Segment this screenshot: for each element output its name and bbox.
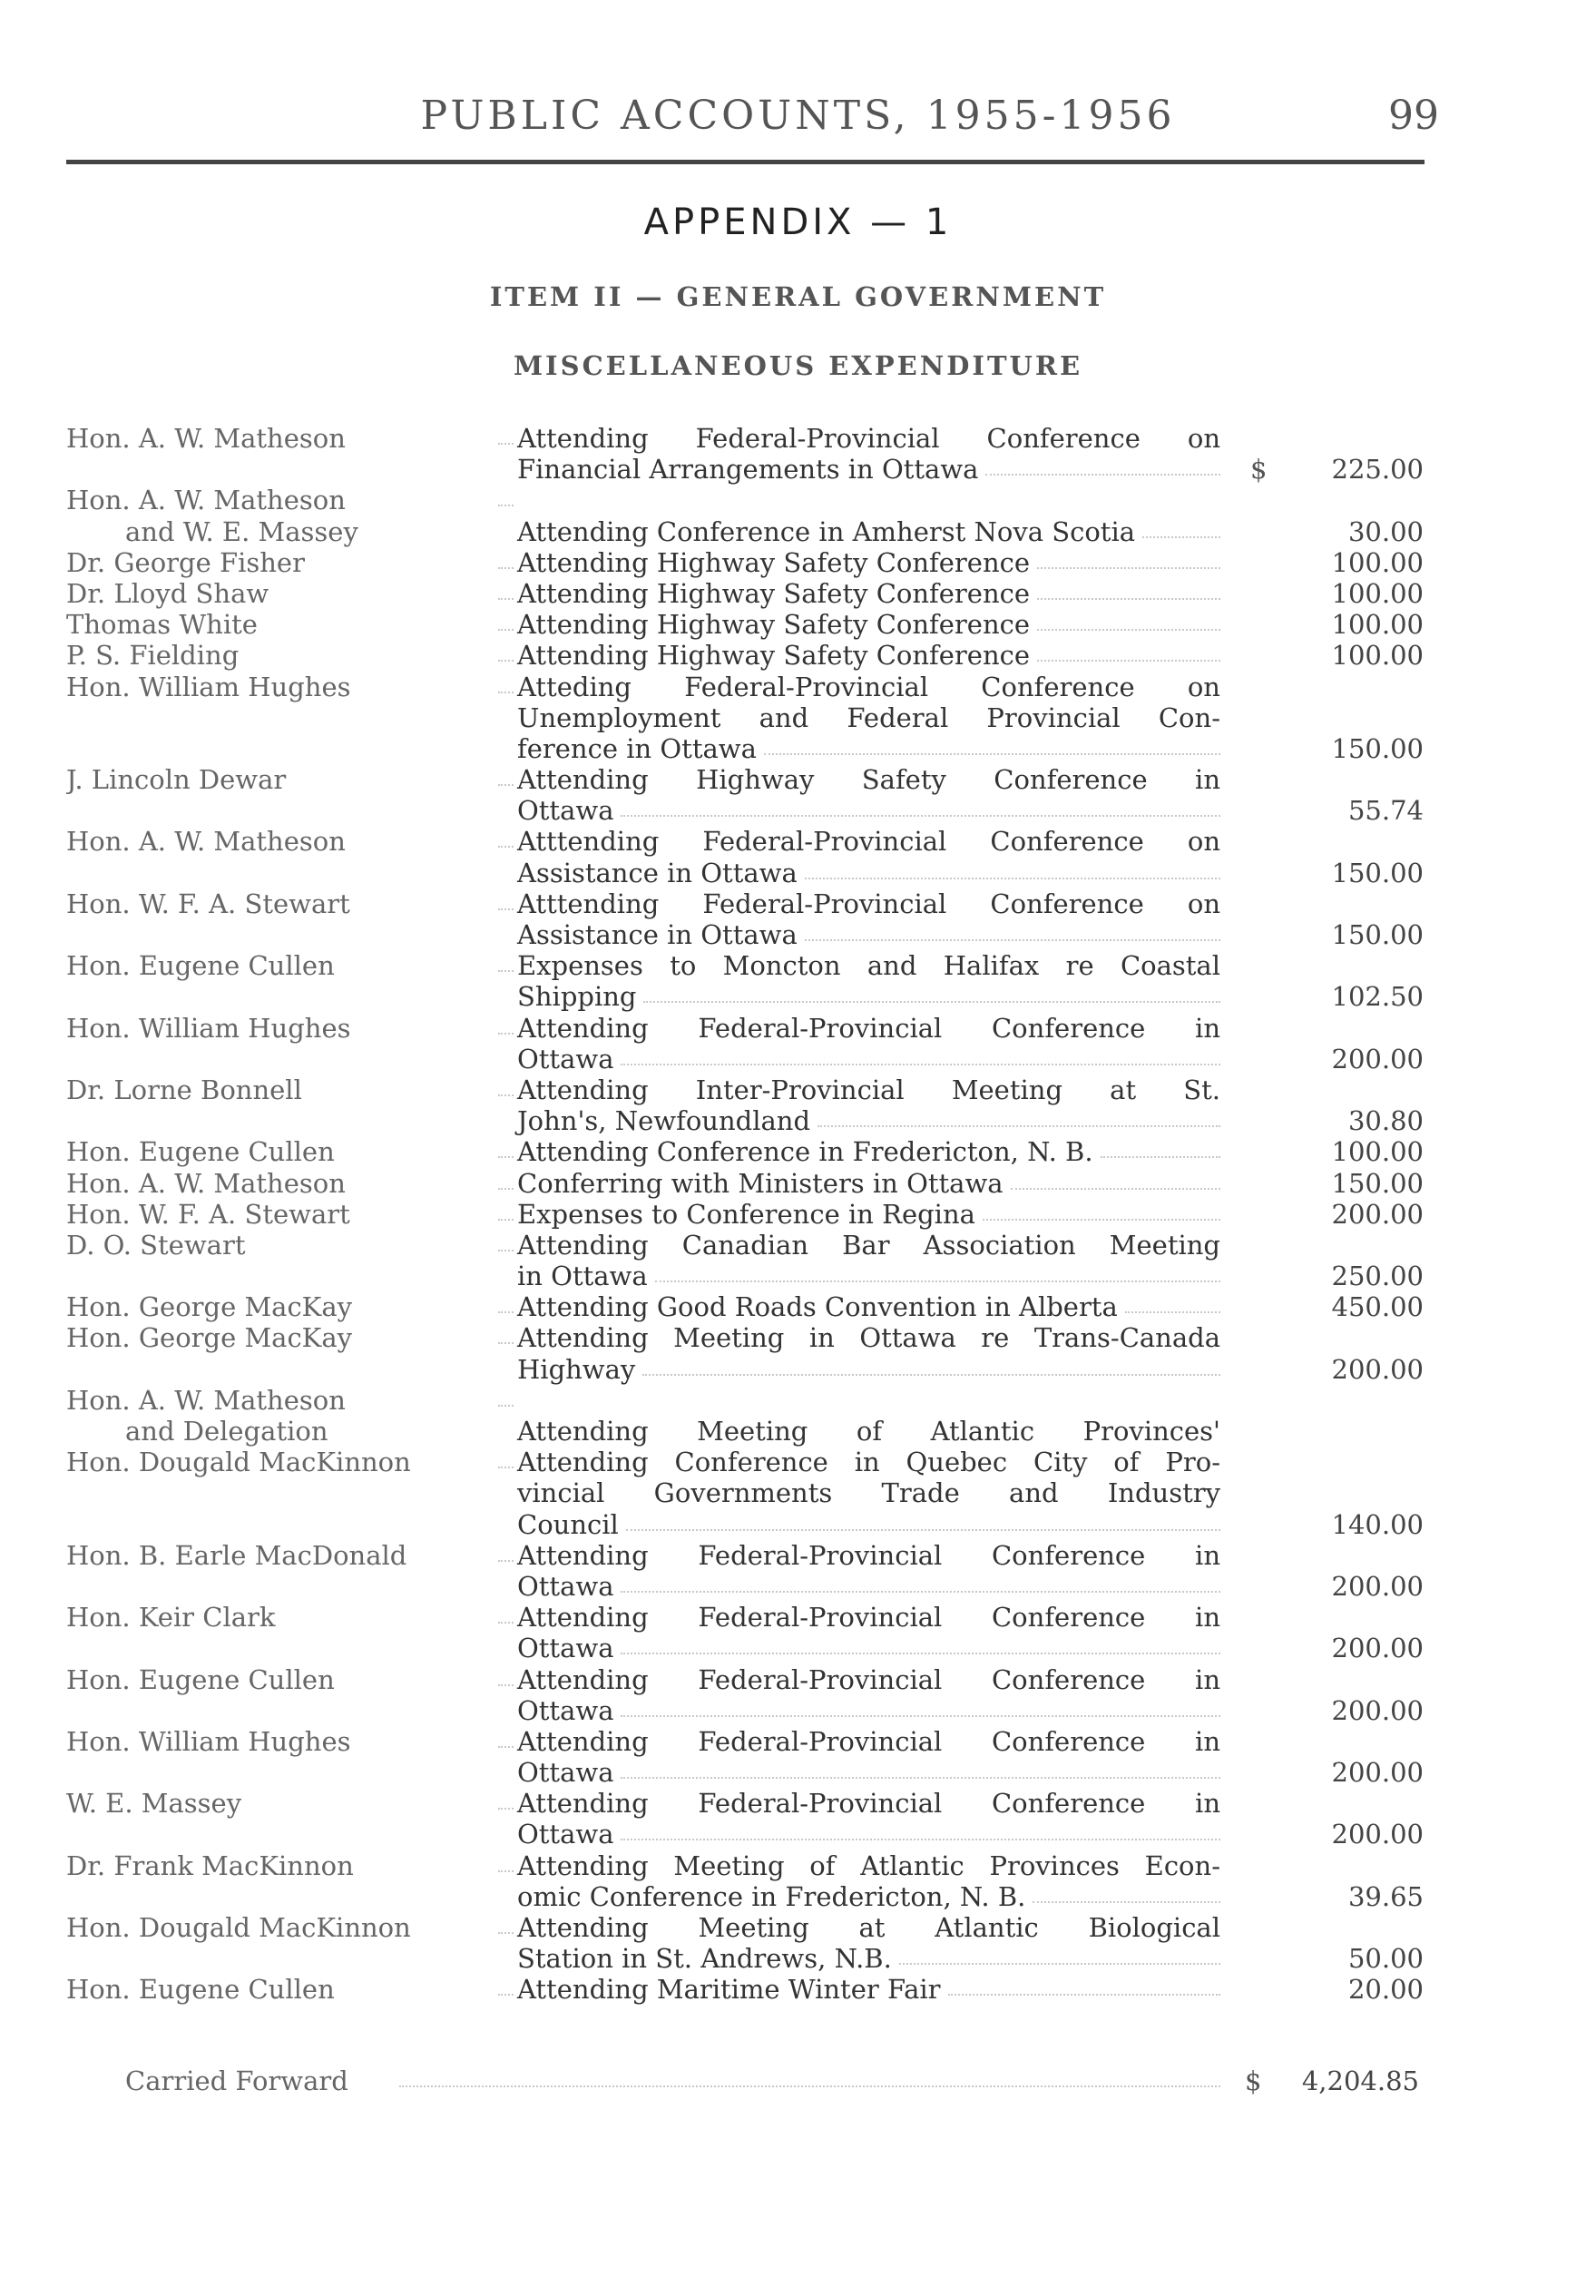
leader-dots (1037, 598, 1220, 600)
expense-description: Attending Federal-Provincial Conference in (517, 1725, 1220, 1757)
table-row (0, 1168, 1596, 1199)
payee-name: Hon. Dougald MacKinnon (66, 1447, 411, 1478)
expense-description: John's, Newfoundland (517, 1105, 811, 1137)
item-heading: ITEM II — GENERAL GOVERNMENT (489, 281, 1107, 312)
expense-description: Attending Federal-Provincial Conference in (517, 1602, 1220, 1634)
table-row (0, 578, 1596, 609)
leader-dots (498, 1250, 514, 1251)
leader-dots (948, 1994, 1220, 1996)
leader-dots (498, 598, 514, 600)
table-row-line (0, 1416, 1596, 1447)
expense-amount: 200.00 (1331, 1570, 1424, 1602)
page-number: 99 (1388, 93, 1439, 139)
leader-dots (498, 784, 514, 786)
expense-description: Attending Federal-Provincial Conference on (517, 423, 1220, 454)
expense-description: Attending Federal-Provincial Conference in (517, 1663, 1220, 1695)
table-row-line (0, 950, 1596, 981)
expense-description: Council (517, 1508, 619, 1540)
expense-description: Ottawa (517, 795, 614, 827)
expense-description: Attending Canadian Bar Association Meeting (517, 1229, 1220, 1261)
table-row (0, 1850, 1596, 1912)
leader-dots (1011, 1188, 1220, 1190)
leader-dots (498, 1405, 514, 1407)
expense-description: Ottawa (517, 1570, 614, 1602)
table-row-line (0, 1819, 1596, 1850)
expense-description: Attending Federal-Provincial Conference in (517, 1012, 1220, 1044)
table-row-line (0, 1291, 1596, 1322)
expense-description: Attending Inter-Provincial Meeting at St. (517, 1074, 1220, 1105)
payee-name: Dr. Frank MacKinnon (66, 1850, 354, 1881)
table-row-line (0, 1105, 1596, 1136)
leader-dots (621, 815, 1220, 817)
expense-description: Attending Federal-Provincial Conference in (517, 1788, 1220, 1820)
payee-name: Hon. Eugene Cullen (66, 1136, 335, 1168)
leader-dots (1142, 536, 1220, 538)
table-row-line (0, 485, 1596, 515)
expense-amount: 150.00 (1331, 732, 1424, 764)
expense-description: Assistance in Ottawa (517, 857, 798, 888)
payee-name: and Delegation (125, 1416, 328, 1447)
table-row-line (0, 795, 1596, 826)
expense-description: Attending Conference in Quebec City of Pro- (517, 1447, 1220, 1478)
table-row (0, 1788, 1596, 1850)
expense-description: Attending Maritime Winter Fair (517, 1974, 941, 2006)
table-row (0, 672, 1596, 765)
expense-description: Attending Conference in Amherst Nova Scotia (517, 515, 1136, 547)
table-row (0, 485, 1596, 546)
expense-amount: 200.00 (1331, 1043, 1424, 1074)
leader-dots (642, 1374, 1220, 1376)
expense-description: Attending Conference in Fredericton, N. B. (517, 1136, 1093, 1168)
table-row-line (0, 1633, 1596, 1663)
leader-dots (498, 1311, 514, 1313)
payee-name: Hon. Keir Clark (66, 1602, 276, 1634)
table-row-line (0, 981, 1596, 1012)
expense-description: Expenses to Conference in Regina (517, 1198, 975, 1230)
table-row-line (0, 1602, 1596, 1633)
table-row-line (0, 1695, 1596, 1726)
expense-description: Financial Arrangements in Ottawa (517, 454, 979, 486)
table-row-line (0, 640, 1596, 671)
table-row-line (0, 1136, 1596, 1167)
expense-description: Assistance in Ottawa (517, 919, 798, 950)
payee-name: Thomas White (66, 609, 258, 641)
table-row (0, 1385, 1596, 1447)
carried-forward-amount: 4,204.85 (1301, 2065, 1419, 2096)
table-row-line (0, 1168, 1596, 1199)
payee-name: Hon. A. W. Matheson (66, 1384, 346, 1416)
leader-dots (498, 660, 514, 662)
table-row (0, 640, 1596, 671)
leader-dots (805, 939, 1220, 941)
table-row (0, 1322, 1596, 1384)
expense-description: Station in St. Andrews, N.B. (517, 1943, 892, 1975)
expense-description: Atttending Federal-Provincial Conference on (517, 888, 1220, 919)
table-row-line (0, 1571, 1596, 1602)
leader-dots (498, 567, 514, 569)
expense-description: Attending Meeting of Atlantic Provinces Econ- (517, 1850, 1220, 1881)
leader-dots (399, 2085, 1220, 2087)
table-row-line (0, 1447, 1596, 1477)
table-row (0, 1540, 1596, 1602)
leader-dots (764, 753, 1220, 755)
expense-description: Attending Highway Safety Conference (517, 640, 1031, 672)
payee-name: Hon. William Hughes (66, 671, 351, 702)
payee-name: W. E. Massey (66, 1788, 242, 1820)
expense-description: Conferring with Ministers in Ottawa (517, 1167, 1004, 1199)
table-row-line (0, 1230, 1596, 1261)
expense-description: Ottawa (517, 1633, 614, 1664)
section-heading: MISCELLANEOUS EXPENDITURE (513, 350, 1083, 381)
currency-symbol: $ (1250, 454, 1268, 486)
payee-name: Hon. Eugene Cullen (66, 1974, 335, 2006)
table-row (0, 1013, 1596, 1074)
table-row-line (0, 1013, 1596, 1044)
leader-dots (498, 1808, 514, 1810)
table-row-line (0, 733, 1596, 764)
expense-amount: 250.00 (1331, 1261, 1424, 1292)
payee-name: Hon. Eugene Cullen (66, 950, 335, 982)
table-row-line (0, 702, 1596, 733)
payee-name: Hon. A. W. Matheson (66, 423, 346, 454)
table-row-line (0, 1540, 1596, 1571)
leader-dots (899, 1963, 1220, 1965)
expense-amount: 20.00 (1347, 1974, 1424, 2006)
expense-amount: 200.00 (1331, 1757, 1424, 1789)
leader-dots (621, 1839, 1220, 1840)
table-row-line (0, 826, 1596, 857)
table-row-line (0, 423, 1596, 454)
leader-dots (498, 629, 514, 631)
leader-dots (621, 1591, 1220, 1593)
leader-dots (621, 1064, 1220, 1065)
expense-description: Attending Good Roads Convention in Alberta (517, 1291, 1118, 1323)
leader-dots (498, 1156, 514, 1158)
expense-amount: 150.00 (1331, 1167, 1424, 1199)
expense-amount: 200.00 (1331, 1694, 1424, 1726)
expense-description: Shipping (517, 981, 637, 1013)
expense-amount: 100.00 (1331, 640, 1424, 672)
table-row (0, 1602, 1596, 1663)
table-row-line (0, 547, 1596, 578)
leader-dots (498, 846, 514, 848)
payee-name: J. Lincoln Dewar (66, 764, 287, 796)
expense-description: Attending Meeting in Ottawa re Trans-Canada (517, 1322, 1220, 1354)
payee-name: Hon. B. Earle MacDonald (66, 1539, 407, 1571)
currency-symbol: $ (1245, 2065, 1262, 2096)
expense-amount: 140.00 (1331, 1508, 1424, 1540)
payee-name: and W. E. Massey (125, 515, 358, 547)
table-row (0, 1726, 1596, 1788)
table-row-line (0, 1788, 1596, 1819)
table-row-line (0, 858, 1596, 888)
leader-dots (626, 1529, 1220, 1531)
table-row (0, 1291, 1596, 1322)
payee-name: Hon. W. F. A. Stewart (66, 1198, 350, 1230)
leader-dots (621, 1715, 1220, 1717)
table-row (0, 1074, 1596, 1136)
expense-amount: 39.65 (1347, 1880, 1424, 1912)
table-row (0, 1974, 1596, 2005)
leader-dots (498, 908, 514, 910)
table-row-line (0, 888, 1596, 919)
expense-description: Ottawa (517, 1694, 614, 1726)
expense-amount: 100.00 (1331, 546, 1424, 578)
leader-dots (498, 1622, 514, 1624)
leader-dots (1037, 629, 1220, 631)
payee-name: Hon. William Hughes (66, 1725, 351, 1757)
table-row (0, 547, 1596, 578)
expense-description: Ottawa (517, 1043, 614, 1074)
expense-amount: 100.00 (1331, 577, 1424, 609)
table-row-line (0, 919, 1596, 950)
table-row-line (0, 609, 1596, 640)
table-row-line (0, 454, 1596, 485)
payee-name: Dr. George Fisher (66, 546, 305, 578)
leader-dots (498, 1188, 514, 1190)
leader-dots (498, 1342, 514, 1344)
table-row-line (0, 1074, 1596, 1105)
expense-description: Attending Federal-Provincial Conference in (517, 1539, 1220, 1571)
table-row (0, 423, 1596, 485)
payee-name: Hon. George MacKay (66, 1322, 353, 1354)
expense-description: Attending Meeting at Atlantic Biological (517, 1912, 1220, 1943)
table-row (0, 609, 1596, 640)
leader-dots (498, 1467, 514, 1468)
leader-dots (805, 878, 1220, 879)
table-row (0, 826, 1596, 888)
leader-dots (498, 1932, 514, 1934)
expense-description: ference in Ottawa (517, 732, 757, 764)
leader-dots (498, 1994, 514, 1996)
expense-amount: 55.74 (1347, 795, 1424, 827)
leader-dots (498, 1746, 514, 1748)
table-row-line (0, 578, 1596, 609)
payee-name: Hon. Eugene Cullen (66, 1663, 335, 1695)
leader-dots (655, 1280, 1220, 1282)
table-row-line (0, 1509, 1596, 1540)
table-row-line (0, 1477, 1596, 1508)
leader-dots (1125, 1311, 1220, 1313)
table-row-line (0, 516, 1596, 547)
table-row-line (0, 1199, 1596, 1230)
payee-name: Hon. Dougald MacKinnon (66, 1912, 411, 1943)
leader-dots (498, 1094, 514, 1096)
header-rule (66, 160, 1425, 164)
expense-amount: 200.00 (1331, 1353, 1424, 1385)
table-row-line (0, 672, 1596, 702)
payee-name: Hon. A. W. Matheson (66, 826, 346, 858)
payee-name: Hon. A. W. Matheson (66, 1167, 346, 1199)
table-row-line (0, 1943, 1596, 1974)
expense-description: Attending Highway Safety Conference in (517, 764, 1220, 796)
expense-description: Ottawa (517, 1757, 614, 1789)
expense-amount: 100.00 (1331, 1136, 1424, 1168)
table-row (0, 1912, 1596, 1974)
table-row-line (0, 1850, 1596, 1881)
payee-name: Dr. Lloyd Shaw (66, 577, 269, 609)
leader-dots (643, 1001, 1220, 1003)
payee-name: P. S. Fielding (66, 640, 240, 672)
expense-amount: 150.00 (1331, 919, 1424, 950)
payee-name: Hon. A. W. Matheson (66, 485, 346, 516)
leader-dots (1037, 660, 1220, 662)
expense-description: Attending Highway Safety Conference (517, 546, 1031, 578)
leader-dots (621, 1653, 1220, 1654)
payee-name: Dr. Lorne Bonnell (66, 1074, 302, 1105)
expense-description: Atteding Federal-Provincial Conference on (517, 671, 1220, 702)
expense-description: Attending Meeting of Atlantic Provinces' (517, 1416, 1220, 1447)
table-row-line (0, 1261, 1596, 1291)
expense-amount: 150.00 (1331, 857, 1424, 888)
expense-description: Expenses to Moncton and Halifax re Coastal (517, 950, 1220, 982)
table-row-line (0, 1974, 1596, 2005)
expense-amount: 30.00 (1347, 515, 1424, 547)
expense-amount: 102.50 (1331, 981, 1424, 1013)
payee-name: D. O. Stewart (66, 1229, 246, 1261)
payee-name: Hon. William Hughes (66, 1012, 351, 1044)
leader-dots (498, 692, 514, 693)
table-row (0, 1664, 1596, 1726)
leader-dots (498, 1033, 514, 1035)
leader-dots (498, 443, 514, 445)
table-row (0, 764, 1596, 826)
expense-amount: 200.00 (1331, 1198, 1424, 1230)
table-row-line (0, 1881, 1596, 1912)
table-row-line (0, 764, 1596, 795)
leader-dots (498, 1684, 514, 1686)
appendix-title: APPENDIX — 1 (643, 201, 953, 243)
leader-dots (498, 1219, 514, 1221)
carried-forward-row (0, 2065, 1596, 2102)
table-row-line (0, 1044, 1596, 1074)
table-row-line (0, 1912, 1596, 1943)
expenditure-table (0, 423, 1596, 2006)
expense-description: Ottawa (517, 1819, 614, 1850)
table-row (0, 1447, 1596, 1540)
carried-forward-label: Carried Forward (125, 2065, 348, 2096)
table-row (0, 888, 1596, 950)
expense-description: Attending Highway Safety Conference (517, 609, 1031, 641)
table-row (0, 1199, 1596, 1230)
leader-dots (1033, 1901, 1220, 1903)
leader-dots (985, 474, 1220, 476)
expense-amount: 450.00 (1331, 1291, 1424, 1323)
table-row-line (0, 1354, 1596, 1385)
expense-description: Unemployment and Federal Provincial Con- (517, 702, 1220, 733)
leader-dots (498, 505, 514, 506)
expense-description: Attending Highway Safety Conference (517, 577, 1031, 609)
leader-dots (983, 1219, 1220, 1221)
expense-description: omic Conference in Fredericton, N. B. (517, 1880, 1026, 1912)
table-row (0, 1136, 1596, 1167)
leader-dots (621, 1777, 1220, 1779)
expense-description: Highway (517, 1353, 636, 1385)
expense-amount: 100.00 (1331, 609, 1424, 641)
table-row (0, 950, 1596, 1012)
expense-description: vincial Governments Trade and Industry (517, 1477, 1220, 1509)
table-row-line (0, 1385, 1596, 1416)
leader-dots (1037, 567, 1220, 569)
table-row-line (0, 1726, 1596, 1757)
table-row-line (0, 1322, 1596, 1353)
expense-amount: 200.00 (1331, 1819, 1424, 1850)
expense-amount: 50.00 (1347, 1943, 1424, 1975)
payee-name: Hon. George MacKay (66, 1291, 353, 1323)
leader-dots (498, 970, 514, 972)
page-header-title: PUBLIC ACCOUNTS, 1955-1956 (420, 93, 1176, 139)
expense-description: Atttending Federal-Provincial Conference on (517, 826, 1220, 858)
leader-dots (818, 1125, 1220, 1127)
payee-name: Hon. W. F. A. Stewart (66, 888, 350, 919)
table-row-line (0, 1757, 1596, 1788)
leader-dots (1101, 1156, 1220, 1158)
table-row (0, 1230, 1596, 1291)
expense-amount: 30.80 (1347, 1105, 1424, 1137)
leader-dots (498, 1870, 514, 1872)
table-row-line (0, 1664, 1596, 1695)
expense-description: in Ottawa (517, 1261, 648, 1292)
expense-amount: 225.00 (1331, 454, 1424, 486)
leader-dots (498, 1560, 514, 1562)
expense-amount: 200.00 (1331, 1633, 1424, 1664)
